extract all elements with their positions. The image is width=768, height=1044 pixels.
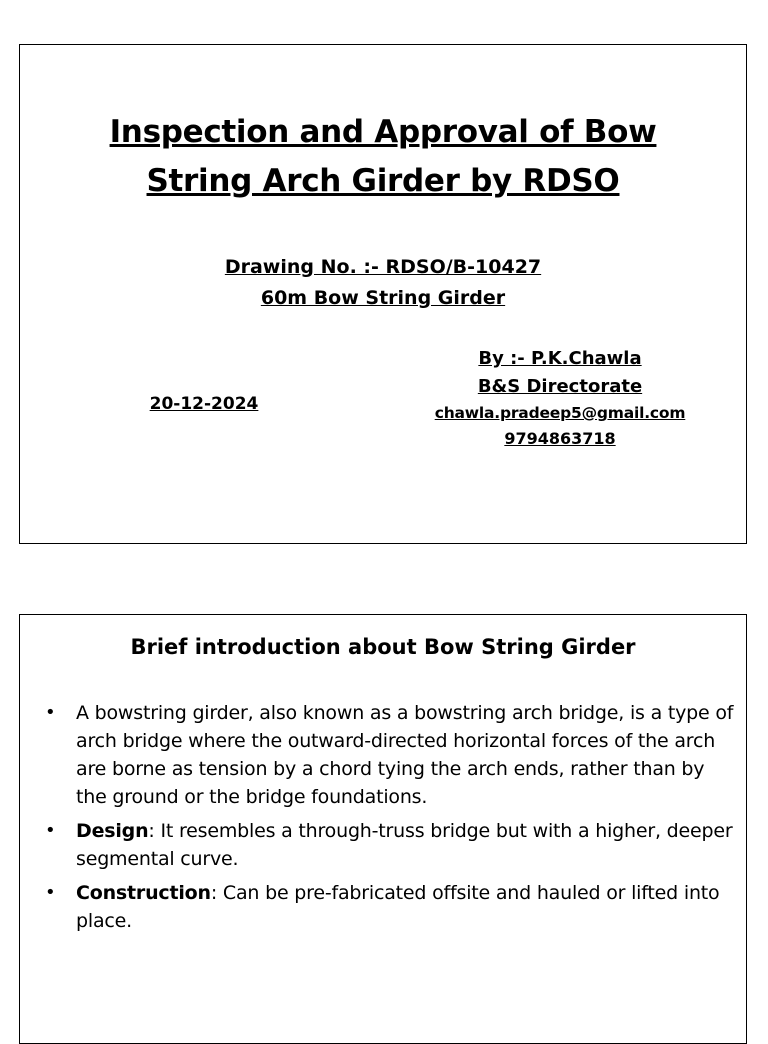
drawing-description: 60m Bow String Girder — [260, 287, 506, 309]
list-item — [45, 817, 740, 873]
bullet-icon: • — [45, 702, 56, 723]
bullet-icon: • — [45, 820, 56, 841]
author-email: chawla.pradeep5@gmail.com — [434, 404, 686, 422]
slide-heading: Brief introduction about Bow String Girder — [130, 635, 636, 659]
presentation-date: 20-12-2024 — [149, 394, 259, 414]
bullet-label: Construction — [76, 882, 211, 904]
author-block — [400, 345, 720, 451]
drawing-number: Drawing No. :- RDSO/B-10427 — [224, 256, 542, 278]
drawing-info — [20, 252, 746, 314]
bullet-list — [45, 699, 740, 941]
list-item — [45, 699, 740, 811]
list-item — [45, 879, 740, 935]
author-directorate: B&S Directorate — [477, 376, 643, 397]
bullet-icon: • — [45, 882, 56, 903]
title-line-1: Inspection and Approval of Bow — [109, 114, 657, 150]
author-name: By :- P.K.Chawla — [478, 348, 642, 369]
slide-title — [20, 108, 746, 206]
bullet-label: Design — [76, 820, 149, 842]
bullet-text: : It resembles a through-truss bridge but with a higher, deeper segmental curve. — [76, 820, 733, 870]
title-line-2: String Arch Girder by RDSO — [146, 163, 620, 199]
bullet-text: A bowstring girder, also known as a bowstring arch bridge, is a type of arch bridge where the outward-directed horizontal forces of the arch are borne as tension by a chord tying the arch ends, rather than by the ground or the bridge foundations. — [76, 702, 734, 808]
bullet-text: : Can be pre-fabricated offsite and hauled or lifted into place. — [76, 882, 720, 932]
author-phone: 9794863718 — [504, 429, 616, 448]
intro-slide — [19, 614, 747, 1044]
title-slide — [19, 44, 747, 544]
